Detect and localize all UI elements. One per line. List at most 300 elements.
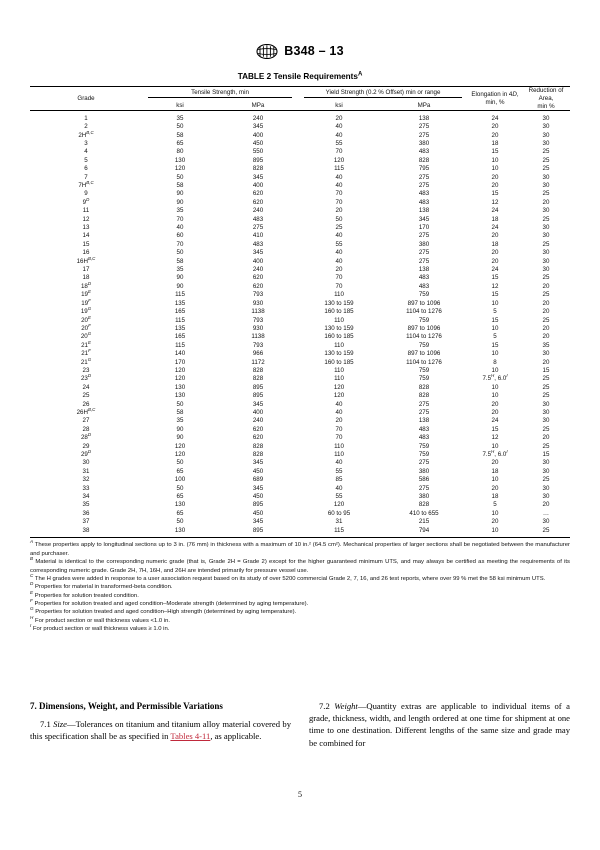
- cell-elongation: 18: [491, 240, 499, 248]
- cell-elongation: 15: [491, 148, 499, 156]
- cell-tensile-mpa: 450: [252, 509, 264, 517]
- cell-tensile-ksi: 130: [174, 383, 186, 391]
- table-title-footnote-marker: A: [357, 71, 363, 78]
- footnote-text: Properties for solution treated and aged condition–Moderate strength (determined by aging temperature).: [32, 601, 309, 608]
- table-row: [30, 442, 570, 450]
- cell-grade: $21^F$: [81, 348, 91, 358]
- table-title: [0, 72, 600, 81]
- cell-elongation: 5: [493, 333, 497, 341]
- column-header-yield-strength-label: Yield Strength (0.2 % Offset) min or range: [304, 89, 462, 99]
- paragraph-7-2-term: Weight: [334, 701, 358, 711]
- tensile-requirements-table: [30, 86, 570, 538]
- column-header-tensile-mpa: MPa: [251, 101, 265, 109]
- cell-yield-ksi: 130 to 159: [324, 350, 354, 358]
- cell-reduction-of-area: 25: [542, 316, 550, 324]
- cell-reduction-of-area: 30: [542, 417, 550, 425]
- cell-tensile-ksi: 130: [174, 392, 186, 400]
- cell-elongation-footnote-marker: H: [491, 448, 495, 454]
- cell-yield-mpa: 275: [418, 257, 430, 265]
- cell-reduction-of-area: …: [542, 509, 550, 517]
- cell-tensile-mpa: 828: [252, 375, 264, 383]
- table-row: [30, 366, 570, 374]
- cell-grade: $28^D$: [80, 432, 92, 442]
- cell-yield-ksi: 70: [335, 148, 343, 156]
- footnote-text: These properties apply to longitudinal sections up to 3 in. (76 mm) in thickness with a maximum of 10 in.² (64.5 cm²). Mechanical properties of larger sections shall be negotiated between the manufacturer and purchaser.: [30, 542, 570, 557]
- cell-yield-ksi: 110: [334, 341, 344, 349]
- cell-elongation: 10: [491, 366, 499, 374]
- cell-tensile-ksi: 35: [176, 266, 184, 274]
- cell-elongation: 10: [491, 299, 499, 307]
- cell-yield-ksi: 70: [335, 274, 343, 282]
- cell-tensile-mpa: 793: [252, 316, 264, 324]
- cell-elongation: 15: [491, 274, 499, 282]
- cell-tensile-ksi: 140: [174, 350, 186, 358]
- footnote: [30, 608, 570, 616]
- cell-tensile-mpa: 895: [252, 526, 264, 534]
- cell-tensile-ksi: 65: [176, 509, 184, 517]
- cell-tensile-mpa: 620: [252, 190, 264, 198]
- cell-grade: 30: [82, 459, 90, 467]
- cell-grade: 17: [82, 266, 90, 274]
- cell-tensile-mpa: 400: [252, 131, 264, 139]
- cell-grade: 4: [84, 148, 88, 156]
- cell-grade-footnote-marker: B,C: [87, 255, 96, 261]
- cell-yield-mpa: 483: [418, 425, 430, 433]
- cell-tensile-mpa: 895: [252, 392, 264, 400]
- table-row: [30, 526, 570, 538]
- column-header-reduction-of-area: [522, 87, 570, 111]
- cell-tensile-ksi: 170: [174, 358, 186, 366]
- document-designation: B348 – 13: [284, 44, 344, 58]
- cell-reduction-of-area: 30: [542, 400, 550, 408]
- cell-reduction-of-area: 15: [542, 366, 550, 374]
- table-row: [30, 509, 570, 517]
- cell-reduction-of-area: 20: [542, 434, 550, 442]
- footnote-marker: C: [30, 573, 34, 578]
- table-row: [30, 249, 570, 257]
- cell-yield-mpa: 138: [418, 417, 430, 425]
- cell-tensile-ksi: 35: [176, 207, 184, 215]
- cell-elongation: 12: [491, 434, 499, 442]
- column-header-tensile-ksi: ksi: [176, 101, 184, 109]
- column-header-reduction-line2: min %: [537, 102, 555, 110]
- cell-yield-mpa: 275: [418, 232, 430, 240]
- body-text-section: [30, 700, 570, 749]
- cell-reduction-of-area: 30: [542, 114, 550, 122]
- cell-elongation: 20: [491, 131, 499, 139]
- cell-yield-ksi: 20: [335, 207, 343, 215]
- cell-grade: 26: [82, 400, 90, 408]
- cell-reduction-of-area: 25: [542, 274, 550, 282]
- cell-yield-mpa: 275: [418, 484, 430, 492]
- cell-elongation: 24: [491, 207, 499, 215]
- cell-yield-ksi: 160 to 185: [324, 358, 354, 366]
- cell-tensile-mpa: 895: [252, 501, 264, 509]
- cell-reduction-of-area: 25: [542, 383, 550, 391]
- footnote: [30, 614, 570, 625]
- cell-grade: $21^E$: [81, 339, 91, 349]
- cell-grade: $26H^{B,C}$: [76, 406, 96, 416]
- cell-tensile-ksi: 120: [174, 375, 186, 383]
- cell-yield-mpa: 828: [418, 156, 430, 164]
- cell-reduction-of-area: 30: [542, 350, 550, 358]
- cell-elongation: 18: [491, 493, 499, 501]
- cell-yield-mpa: 483: [418, 434, 430, 442]
- cell-grade-footnote-marker: G: [87, 306, 92, 312]
- cell-yield-mpa: 275: [418, 182, 430, 189]
- cell-grade-footnote-marker: B,C: [86, 129, 94, 135]
- cell-tensile-mpa: 240: [252, 417, 264, 425]
- cell-grade: $19^F$: [81, 297, 91, 307]
- cell-grade-footnote-marker: B,C: [87, 406, 96, 412]
- cell-yield-mpa: 1104 to 1276: [406, 333, 442, 341]
- cell-tensile-ksi: 130: [174, 526, 186, 534]
- cell-grade: 36: [82, 509, 90, 517]
- cell-reduction-of-area: 30: [542, 207, 550, 215]
- cell-tensile-mpa: 966: [252, 350, 264, 358]
- cell-yield-ksi: 115: [334, 165, 344, 173]
- cell-yield-ksi: 120: [333, 392, 345, 400]
- column-header-yield-ksi: ksi: [335, 101, 343, 109]
- cell-yield-ksi: 110: [334, 366, 344, 374]
- table-footnotes: [30, 541, 570, 633]
- cell-tensile-mpa: 1172: [251, 358, 265, 366]
- cell-yield-ksi: 40: [335, 123, 343, 131]
- cell-grade: 12: [82, 215, 90, 223]
- cell-grade-footnote-marker: F: [88, 348, 91, 354]
- cell-yield-mpa: 759: [418, 341, 430, 349]
- cell-tensile-ksi: 35: [176, 417, 184, 425]
- table-row: [30, 425, 570, 433]
- cell-yield-mpa: 275: [418, 123, 430, 131]
- cell-reduction-of-area: 35: [542, 341, 550, 349]
- cell-reduction-of-area: 20: [542, 282, 550, 290]
- cell-tensile-mpa: 345: [252, 123, 264, 131]
- cell-elongation: 20: [491, 173, 499, 181]
- cell-grade-footnote-marker: G: [87, 331, 92, 337]
- cell-tensile-ksi: 165: [174, 308, 186, 316]
- cell-grade: $20^E$: [81, 314, 91, 324]
- table-row: [30, 111, 570, 123]
- cell-tensile-mpa: 828: [252, 451, 264, 458]
- cell-grade: $20^F$: [81, 322, 91, 332]
- cell-reduction-of-area: 25: [542, 240, 550, 248]
- cell-yield-mpa: 483: [418, 274, 430, 282]
- cell-grade: 13: [82, 224, 90, 232]
- cell-tensile-mpa: 400: [252, 182, 264, 189]
- cell-yield-ksi: 55: [335, 240, 343, 248]
- cell-tensile-mpa: 793: [252, 341, 264, 349]
- cell-tensile-ksi: 90: [176, 434, 184, 442]
- cell-reduction-of-area: 30: [542, 173, 550, 181]
- cell-grade-footnote-marker: D: [87, 280, 92, 286]
- footnote-marker: I: [30, 623, 32, 629]
- column-header-elongation: Elongation in 4D, min, %: [471, 90, 519, 106]
- cell-grade: 15: [82, 240, 90, 248]
- cell-tensile-mpa: 620: [252, 282, 264, 290]
- cell-elongation: 10: [491, 392, 499, 400]
- cell-reduction-of-area: 30: [542, 123, 550, 131]
- cell-tensile-mpa: 345: [252, 249, 264, 257]
- footnote: [30, 575, 570, 583]
- cell-yield-mpa: 759: [418, 366, 430, 374]
- cell-yield-ksi: 70: [335, 190, 343, 198]
- cell-elongation: 20: [491, 459, 499, 467]
- cell-yield-mpa: 275: [418, 459, 430, 467]
- cell-yield-mpa: 897 to 1096: [407, 324, 441, 332]
- cell-yield-mpa: 1104 to 1276: [406, 308, 442, 316]
- cell-grade: 11: [82, 207, 90, 215]
- cell-tensile-ksi: 90: [176, 282, 184, 290]
- cell-yield-mpa: 483: [418, 282, 430, 290]
- cell-elongation: 10: [491, 476, 499, 484]
- column-header-reduction-line1: Reduction of Area,: [528, 87, 564, 102]
- footnote: [30, 589, 570, 600]
- cell-tensile-ksi: 120: [174, 366, 186, 374]
- cell-grade: $29^D$: [80, 448, 92, 458]
- column-header-elongation-italic: D: [512, 90, 517, 98]
- cell-elongation: 18: [491, 139, 499, 147]
- cell-yield-mpa: 759: [418, 442, 430, 450]
- table-row: [30, 215, 570, 223]
- cell-elongation: 20: [491, 518, 499, 526]
- cell-tensile-mpa: 400: [252, 408, 264, 416]
- cell-elongation: 20: [491, 182, 499, 189]
- paragraph-7-1-term: Size: [53, 718, 67, 729]
- cell-yield-ksi: 120: [333, 156, 345, 164]
- cell-yield-mpa: 275: [418, 408, 430, 416]
- table-row: [30, 324, 570, 332]
- cell-grade: 38: [82, 526, 90, 534]
- cell-reduction-of-area: 30: [542, 266, 550, 274]
- table-row: [30, 181, 570, 189]
- cell-tensile-ksi: 70: [176, 215, 184, 223]
- cell-grade-footnote-marker: D: [87, 448, 92, 454]
- cell-yield-mpa: 897 to 1096: [407, 299, 441, 307]
- table-row: [30, 190, 570, 198]
- astm-logo: [256, 44, 278, 59]
- cell-tensile-ksi: 115: [175, 316, 185, 324]
- cell-yield-ksi: 20: [335, 114, 343, 122]
- cell-yield-ksi: 110: [334, 375, 344, 383]
- table-body: [30, 111, 570, 538]
- cell-tensile-mpa: 483: [252, 240, 264, 248]
- table-row: [30, 459, 570, 467]
- paragraph-7-1: [30, 718, 291, 742]
- cell-yield-mpa: 828: [418, 501, 430, 509]
- cell-reduction-of-area: 30: [542, 232, 550, 240]
- column-header-elongation-line1: Elongation in 4: [471, 90, 513, 98]
- cell-grade: $21^G$: [80, 356, 92, 366]
- body-column-left: [30, 700, 291, 749]
- cell-yield-ksi: 115: [334, 526, 344, 534]
- cell-reduction-of-area: 30: [542, 408, 550, 416]
- cell-tensile-mpa: 450: [252, 467, 264, 475]
- table-row: [30, 501, 570, 509]
- cell-yield-ksi: 40: [335, 408, 343, 416]
- table-header: [30, 87, 570, 111]
- cell-grade: 2: [84, 123, 88, 131]
- cell-grade: $19^G$: [80, 306, 92, 316]
- cell-elongation: 10: [491, 165, 499, 173]
- cell-elongation: 12: [491, 198, 499, 206]
- cell-yield-mpa: 275: [418, 173, 430, 181]
- cell-reduction-of-area: 15: [542, 451, 550, 458]
- cell-tensile-ksi: 120: [174, 165, 186, 173]
- cell-elongation-footnote-marker-2: I: [506, 448, 508, 454]
- cell-reduction-of-area: 20: [542, 299, 550, 307]
- table-row: [30, 156, 570, 164]
- table-title-text: TABLE 2 Tensile Requirements: [237, 72, 358, 81]
- cell-yield-ksi: 110: [334, 451, 344, 458]
- cell-grade-footnote-marker: D: [86, 196, 90, 202]
- footnote-marker: H: [30, 614, 34, 620]
- footnote: [30, 558, 570, 575]
- cell-reduction-of-area: 20: [542, 308, 550, 316]
- table-row: [30, 232, 570, 240]
- cell-yield-ksi: 60 to 95: [327, 509, 351, 517]
- cell-tensile-ksi: 90: [176, 274, 184, 282]
- footnote-text: Properties for solution treated and aged condition–High strength (determined by aging temperature).: [33, 609, 297, 616]
- cell-yield-mpa: 380: [418, 240, 430, 248]
- table-row: [30, 148, 570, 156]
- table-row: [30, 165, 570, 173]
- cell-yield-mpa: 138: [418, 207, 430, 215]
- cell-tensile-ksi: 58: [176, 182, 184, 189]
- cell-grade: 37: [82, 518, 90, 526]
- cell-reduction-of-area: 25: [542, 476, 550, 484]
- cell-yield-mpa: 275: [418, 400, 430, 408]
- cell-yield-ksi: 160 to 185: [324, 308, 354, 316]
- cell-elongation: 10: [491, 442, 499, 450]
- cell-elongation: 20: [491, 249, 499, 257]
- paragraph-7-2-number: 7.2: [319, 701, 330, 711]
- cell-yield-mpa: 275: [418, 131, 430, 139]
- cell-grade: 5: [84, 156, 88, 164]
- cell-tensile-mpa: 345: [252, 518, 264, 526]
- cell-yield-ksi: 40: [335, 257, 343, 265]
- cell-tensile-ksi: 90: [176, 425, 184, 433]
- cell-yield-ksi: 40: [335, 400, 343, 408]
- cell-grade-footnote-marker: D: [87, 373, 92, 379]
- footnote: [30, 600, 570, 608]
- column-header-yield-mpa: MPa: [417, 101, 431, 109]
- cell-yield-ksi: 20: [335, 266, 343, 274]
- cell-elongation: 15: [491, 190, 499, 198]
- cell-yield-mpa: 483: [418, 148, 430, 156]
- cell-reduction-of-area: 20: [542, 333, 550, 341]
- cell-elongation: 10: [491, 350, 499, 358]
- cell-reduction-of-area: 25: [542, 156, 550, 164]
- cell-yield-mpa: 794: [418, 526, 430, 534]
- cell-elongation: 15: [491, 291, 499, 299]
- cell-yield-ksi: 40: [335, 484, 343, 492]
- cell-grade: 35: [82, 501, 90, 509]
- cell-yield-mpa: 380: [418, 467, 430, 475]
- cell-elongation: 20: [491, 408, 499, 416]
- cell-yield-mpa: 138: [418, 114, 430, 122]
- cell-reduction-of-area: 30: [542, 518, 550, 526]
- cell-elongation: 12: [491, 282, 499, 290]
- column-header-grade: Grade: [77, 95, 95, 103]
- cell-grade-footnote-marker: F: [88, 297, 91, 303]
- cell-reduction-of-area: 20: [542, 324, 550, 332]
- cell-reduction-of-area: 25: [542, 442, 550, 450]
- cell-yield-mpa: 1104 to 1276: [406, 358, 442, 366]
- cell-elongation: 18: [491, 215, 499, 223]
- cell-elongation: 15: [491, 341, 499, 349]
- cell-grade: 32: [82, 476, 90, 484]
- cell-tensile-ksi: 50: [176, 173, 184, 181]
- cell-grade: $18^D$: [80, 280, 92, 290]
- cell-yield-ksi: 40: [335, 182, 343, 189]
- table-row: [30, 207, 570, 215]
- table-row: [30, 131, 570, 139]
- cell-yield-ksi: 55: [335, 493, 343, 501]
- cell-tensile-ksi: 70: [176, 240, 184, 248]
- cell-tensile-ksi: 58: [176, 408, 184, 416]
- page-number: 5: [298, 790, 302, 799]
- cell-yield-mpa: 380: [418, 139, 430, 147]
- cell-tensile-ksi: 120: [174, 442, 186, 450]
- cell-tensile-mpa: 1138: [251, 308, 265, 316]
- cell-elongation: 8: [493, 358, 497, 366]
- cell-yield-ksi: 31: [335, 518, 343, 526]
- cell-grade: 9: [84, 190, 88, 198]
- paragraph-7-1-number: 7.1: [40, 718, 51, 729]
- cell-tensile-mpa: 828: [252, 366, 264, 374]
- cell-tensile-mpa: 793: [252, 291, 264, 299]
- table-row: [30, 434, 570, 442]
- footnote-text: Material is identical to the corresponding numeric grade (that is, Grade 2H = Grade 2) except for the higher guaranteed minimum UTS, and may always be certified as meeting the requirements of its corresponding numeric grade. Grade 2H, 7H, 16H, and 26H are intended primarily for pressure vessel use.: [30, 559, 570, 574]
- cell-elongation: 10: [491, 383, 499, 391]
- cell-elongation: 20: [491, 484, 499, 492]
- table-row: [30, 383, 570, 391]
- cell-reduction-of-area: 30: [542, 459, 550, 467]
- table-header-row-groups: [30, 87, 570, 101]
- cell-elongation: $7.5^H$, $6.0^I$: [482, 373, 508, 383]
- cell-tensile-ksi: 65: [176, 493, 184, 501]
- cell-tensile-mpa: 410: [252, 232, 264, 240]
- cell-elongation: 10: [491, 156, 499, 164]
- cross-reference-tables-4-11[interactable]: Tables 4-11: [170, 730, 211, 741]
- footnote-text: For product section or wall thickness values ≥ 1.0 in.: [31, 626, 170, 633]
- cell-tensile-mpa: 483: [252, 215, 264, 223]
- cell-tensile-mpa: 400: [252, 257, 264, 265]
- cell-tensile-ksi: 130: [174, 156, 186, 164]
- cell-yield-ksi: 120: [333, 501, 345, 509]
- cell-yield-mpa: 138: [418, 266, 430, 274]
- cell-tensile-mpa: 620: [252, 425, 264, 433]
- cell-elongation: 20: [491, 123, 499, 131]
- table-row: [30, 400, 570, 408]
- cell-reduction-of-area: 25: [542, 165, 550, 173]
- cell-tensile-mpa: 620: [252, 198, 264, 206]
- table-row: [30, 492, 570, 500]
- footnote-text: Properties for solution treated condition.: [33, 592, 139, 599]
- cell-tensile-ksi: 50: [176, 484, 184, 492]
- cell-elongation: 15: [491, 425, 499, 433]
- cell-grade: $2H^{B,C}$: [78, 129, 94, 139]
- cell-grade: 24: [82, 383, 90, 391]
- cell-elongation-footnote-marker-2: I: [506, 373, 508, 379]
- tensile-requirements-table-wrap: [30, 86, 570, 538]
- cell-tensile-ksi: 58: [176, 257, 184, 265]
- cell-reduction-of-area: 25: [542, 392, 550, 400]
- cell-tensile-ksi: 130: [174, 501, 186, 509]
- cell-tensile-ksi: 100: [174, 476, 186, 484]
- cell-yield-mpa: 828: [418, 383, 430, 391]
